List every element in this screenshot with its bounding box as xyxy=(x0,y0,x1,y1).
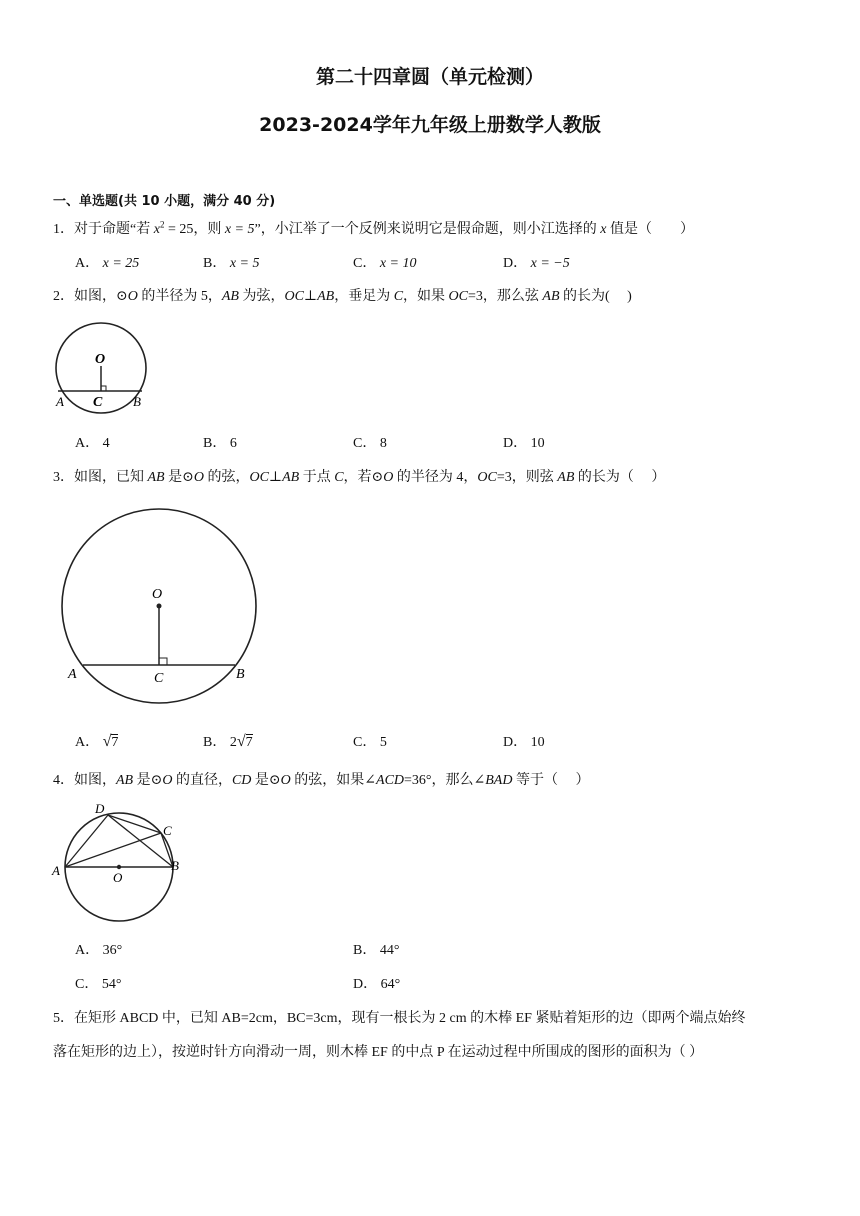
question-3 xyxy=(53,466,665,486)
question-number: 4． xyxy=(53,773,74,788)
page-title: 第二十四章圆（单元检测） xyxy=(315,66,544,88)
label-c: C xyxy=(163,823,172,838)
label-o: O xyxy=(152,587,163,602)
label-a: A xyxy=(52,863,60,878)
label-d: D xyxy=(95,801,105,816)
option-b: B． 2√7 xyxy=(203,733,253,750)
segment-dc xyxy=(108,815,161,833)
label-b: B xyxy=(133,394,141,409)
center-point xyxy=(117,865,121,869)
option-c: C． 5 xyxy=(353,735,387,750)
option-a: A． 4 xyxy=(75,436,110,451)
option-d: D． x = −5 xyxy=(503,256,570,271)
question-text: 如图，已知 AB 是⊙O 的弦，OC⊥AB 于点 C，若⊙O 的半径为 4，OC=3，则弦 AB 的长为（ ） xyxy=(74,470,666,485)
label-c: C xyxy=(93,395,103,410)
question-text-line1: 在矩形 ABCD 中，已知 AB=2cm，BC=3cm，现有一根长为 2 cm 的木棒 EF 紧贴着矩形的边（即两个端点始终 xyxy=(74,1011,746,1026)
label-o: O xyxy=(113,870,123,885)
question-2 xyxy=(53,285,632,305)
option-c: C． x = 10 xyxy=(353,256,417,271)
figure-q2 xyxy=(50,318,160,418)
question-text: 对于命题“若 $x^2 = 25$，则 x = 5”，小江举了一个反例来说明它是假命题，则小江选择的 x 值是（ ） xyxy=(74,219,694,237)
section-header: 一、单选题(共 10 小题，满分 40 分) xyxy=(53,194,276,209)
question-number: 5． xyxy=(53,1011,74,1026)
label-a: A xyxy=(56,394,64,409)
question-text: 如图，⊙O 的半径为 5，AB 为弦，OC⊥AB，垂足为 C，如果 OC=3，那么弦 AB 的长为( ) xyxy=(74,289,632,304)
option-c: C． 54° xyxy=(75,977,122,992)
page-subtitle: 2023-2024学年九年级上册数学人教版 xyxy=(259,114,601,136)
center-point xyxy=(157,604,162,609)
option-d: D． 64° xyxy=(353,977,401,992)
label-a: A xyxy=(68,667,77,682)
question-5 xyxy=(53,1007,745,1027)
option-a: A． x = 25 xyxy=(75,256,140,271)
label-c: C xyxy=(154,671,164,686)
label-b: B xyxy=(236,667,245,682)
option-a: A． 36° xyxy=(75,943,123,958)
figure-q4 xyxy=(48,798,193,926)
question-1 xyxy=(53,218,694,238)
option-b: B． x = 5 xyxy=(203,256,260,271)
question-number: 1． xyxy=(53,222,74,237)
option-d: D． 10 xyxy=(503,735,545,750)
option-c: C． 8 xyxy=(353,436,387,451)
option-b: B． 44° xyxy=(353,943,400,958)
question-number: 2． xyxy=(53,289,74,304)
question-number: 3． xyxy=(53,470,74,485)
option-b: B． 6 xyxy=(203,436,237,451)
figure-q3 xyxy=(55,500,270,720)
question-4 xyxy=(53,769,589,789)
option-a: A． √7 xyxy=(75,733,119,750)
label-b: B xyxy=(171,858,179,873)
question-text: 如图，AB 是⊙O 的直径，CD 是⊙O 的弦，如果∠ACD=36°，那么∠BAD 等于（ ） xyxy=(74,773,590,788)
right-angle-mark xyxy=(159,658,167,665)
label-o: O xyxy=(95,352,106,367)
option-d: D． 10 xyxy=(503,436,545,451)
question-5-line2: 落在矩形的边上），按逆时针方向滑动一周，则木棒 EF 的中点 P 在运动过程中所围成的图形的面积为（ ） xyxy=(53,1045,704,1060)
